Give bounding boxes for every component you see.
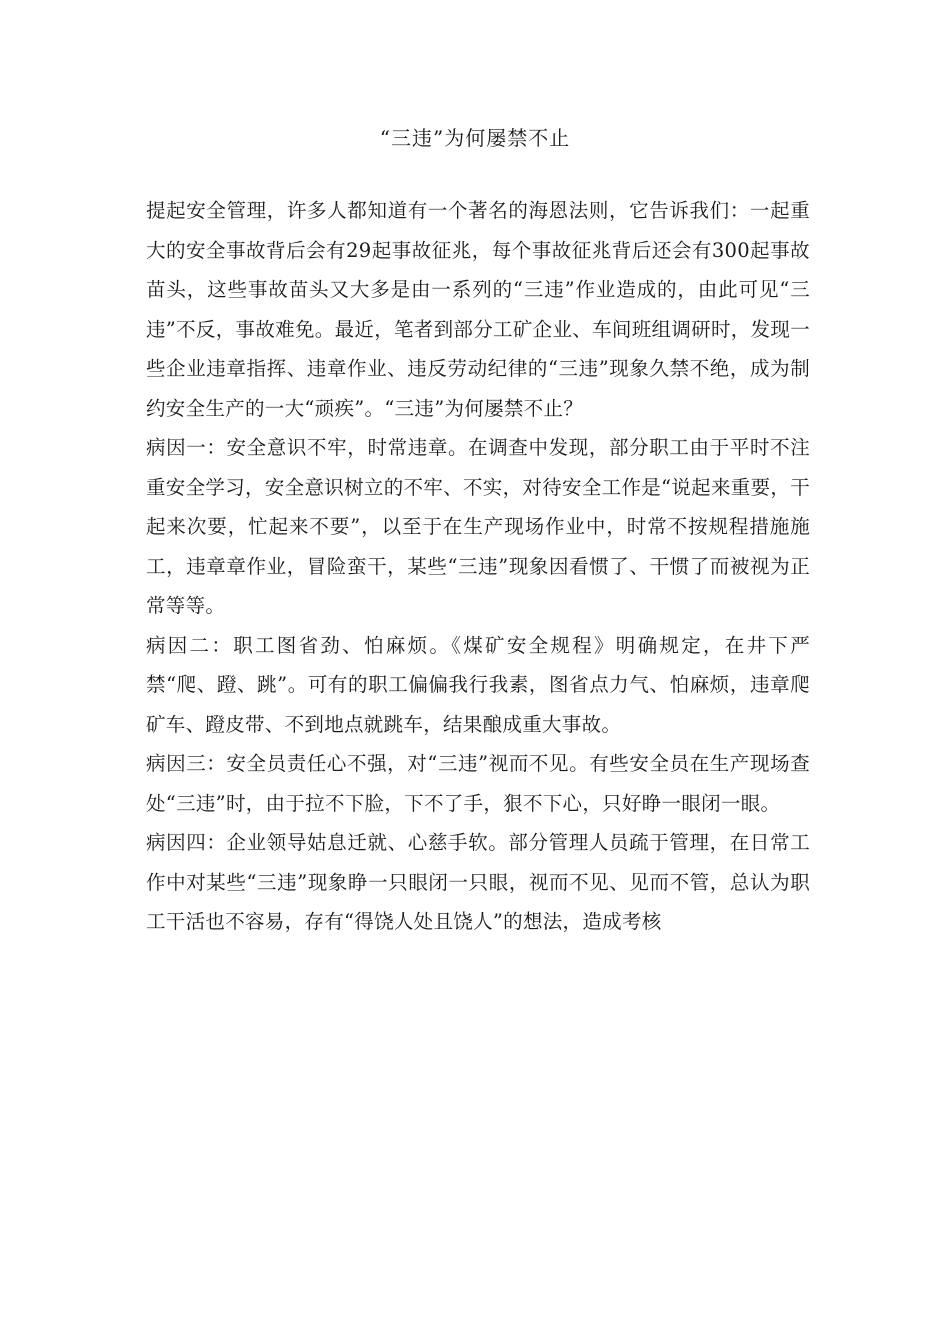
document-body <box>146 191 810 942</box>
paragraph-cause-4: 病因四：企业领导姑息迁就、心慈手软。部分管理人员疏于管理，在日常工作中对某些“三违”现象睁一只眼闭一只眼，视而不见、见而不管，总认为职工干活也不容易，存有“得饶人处且饶人”的想法，造成考核 <box>146 831 810 933</box>
paragraph-intro: 提起安全管理，许多人都知道有一个著名的海恩法则，它告诉我们：一起重大的安全事故背后会有29起事故征兆，每个事故征兆背后还会有300起事故苗头，这些事故苗头又大多是由一系列的“三违”作业造成的，由此可见“三违”不反，事故难免。最近，笔者到部分工矿企业、车间班组调研时，发现一些企业违章指挥、违章作业、违反劳动纪律的“三违”现象久禁不绝，成为制约安全生产的一大“顽疾”。“三违”为何屡禁不止？ <box>146 199 810 420</box>
paragraph-cause-3: 病因三：安全员责任心不强，对“三违”视而不见。有些安全员在生产现场查处“三违”时，由于拉不下脸，下不了手，狠不下心，只好睁一眼闭一眼。 <box>146 752 810 815</box>
document-title: “三违”为何屡禁不止 <box>379 126 571 150</box>
paragraph-cause-2: 病因二：职工图省劲、怕麻烦。《煤矿安全规程》明确规定，在井下严禁“爬、蹬、跳”。可有的职工偏偏我行我素，图省点力气、怕麻烦，违章爬矿车、蹬皮带、不到地点就跳车，结果酿成重大事故。 <box>146 633 810 736</box>
paragraph-cause-1: 病因一：安全意识不牢，时常违章。在调查中发现，部分职工由于平时不注重安全学习，安全意识树立的不牢、不实，对待安全工作是“说起来重要，干起来次要，忙起来不要”，以至于在生产现场作业中，时常不按规程措施施工，违章章作业，冒险蛮干，某些“三违”现象因看惯了、干惯了而被视为正常等等。 <box>146 436 810 617</box>
